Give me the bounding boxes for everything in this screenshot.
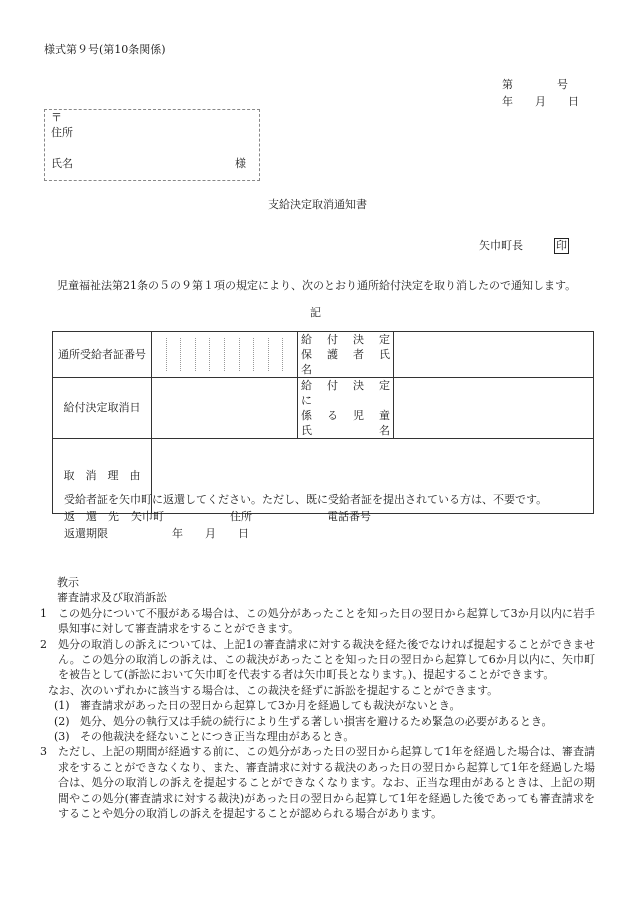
cert-number-label: 通所受給者証番号 — [53, 332, 152, 378]
decision-table — [52, 331, 594, 514]
issuer — [479, 238, 569, 254]
return-address-label: 住所 — [230, 510, 252, 523]
cancel-date-label: 給付決定取消日 — [53, 378, 152, 439]
guardian-label-line2: 保 護 者 氏 名 — [301, 348, 401, 376]
item-number: 1 — [40, 606, 47, 620]
digit-cell[interactable] — [152, 338, 167, 371]
cert-number-cells — [152, 332, 298, 378]
return-deadline-date: 年 月 日 — [172, 527, 249, 540]
instruction-subitem-3 — [40, 729, 595, 744]
cancel-date-value[interactable] — [152, 378, 298, 439]
child-label-line2: 係 る 児 童 氏 名 — [301, 409, 401, 437]
child-name-label — [298, 378, 401, 439]
instruction-heading: 教示 — [57, 576, 79, 589]
guardian-label-line1: 給 付 決 定 — [301, 333, 390, 346]
guardian-name-value[interactable] — [394, 332, 594, 378]
item-text: 処分の取消しの訴えについては、上記1の審査請求に対する裁決を経た後でなければ提起することができません。この処分の取消しの訴えは、この裁決があったことを知った日の翌日から起算して6か月以内に、矢巾町を被告として(訴訟において矢巾町を代表する者は矢巾町長となります。)、提起することができます。 — [58, 637, 595, 682]
child-name-value[interactable] — [394, 378, 594, 439]
return-deadline-label: 返還期限 — [64, 527, 108, 540]
digit-cell[interactable] — [225, 338, 240, 371]
issuer-name: 矢巾町長 — [479, 239, 523, 252]
digit-cell[interactable] — [196, 338, 211, 371]
guardian-name-label — [298, 332, 401, 378]
name-label: 氏名 — [51, 157, 73, 170]
return-destination-label: 返 還 先 — [64, 510, 119, 523]
ki-label: 記 — [310, 306, 321, 319]
document-date-line: 年 月 日 — [502, 95, 579, 108]
digit-cell[interactable] — [181, 338, 196, 371]
form-label: 様式第９号(第10条関係) — [44, 43, 166, 56]
subitem-text: 処分、処分の執行又は手続の続行により生ずる著しい損害を避けるため緊急の必要があるとき。 — [80, 714, 553, 728]
instruction-subitem-2 — [40, 714, 595, 729]
postal-mark: 〒 — [51, 111, 62, 124]
return-destination-value: 矢巾町 — [131, 510, 164, 523]
honorific: 様 — [235, 157, 246, 170]
child-label-line1: 給 付 決 定 に — [301, 379, 401, 407]
instruction-item-3 — [40, 744, 595, 821]
instruction-subheading: 審査請求及び取消訴訟 — [57, 591, 167, 605]
subitem-text: 審査請求があった日の翌日から起算して3か月を経過しても裁決がないとき。 — [80, 699, 461, 713]
address-label: 住所 — [51, 126, 73, 139]
subitem-number: (2) — [54, 714, 70, 728]
document-title: 支給決定取消通知書 — [268, 198, 367, 211]
digit-cell[interactable] — [210, 338, 225, 371]
digit-cell[interactable] — [167, 338, 182, 371]
subitem-text: その他裁決を経ないことにつき正当な理由があるとき。 — [80, 730, 355, 744]
recipient-address-box — [44, 109, 260, 181]
return-notice-text: 受給者証を矢巾町に返還してください。ただし、既に受給者証を提出されている方は、不要です。 — [64, 493, 548, 506]
item-number: 3 — [40, 745, 47, 759]
instruction-item-2-note: なお、次のいずれかに該当する場合は、この裁決を経ずに訴訟を提起することができます。 — [48, 683, 499, 697]
instruction-item-1 — [40, 606, 595, 637]
seal-mark: 印 — [556, 239, 567, 252]
item-number: 2 — [40, 637, 47, 651]
digit-cell[interactable] — [283, 338, 297, 371]
intro-text: 児童福祉法第21条の５の９第１項の規定により、次のとおり通所給付決定を取り消したので通知します。 — [57, 279, 577, 292]
document-number-line: 第 号 — [502, 78, 568, 91]
cancel-reason-label: 取 消 理 由 — [53, 439, 152, 514]
return-phone-label: 電話番号 — [327, 510, 371, 523]
instruction-item-2 — [40, 637, 595, 683]
instruction-subitem-1 — [40, 698, 595, 713]
digit-cell[interactable] — [240, 338, 255, 371]
subitem-number: (1) — [54, 699, 70, 713]
digit-cell[interactable] — [269, 338, 284, 371]
item-text: この処分について不服がある場合は、この処分があったことを知った日の翌日から起算して3か月以内に岩手県知事に対して審査請求をすることができます。 — [58, 606, 595, 636]
digit-cell[interactable] — [254, 338, 269, 371]
item-text: ただし、上記の期間が経過する前に、この処分があった日の翌日から起算して1年を経過した場合は、審査請求をすることができなくなり、また、審査請求に対する裁決のあった日の翌日から起算して1年を経過した場合は、処分の取消しの訴えを提起することができなくなります。なお、正当な理由があるときは、上記の期間やこの処分(審査請求に対する裁決)があった日の翌日から起算して1年を経過した後であっても審査請求をすることや処分の取消しの訴えを提起することが認められる場合があります。 — [58, 745, 595, 821]
subitem-number: (3) — [54, 730, 70, 744]
appeal-instructions — [40, 575, 595, 822]
